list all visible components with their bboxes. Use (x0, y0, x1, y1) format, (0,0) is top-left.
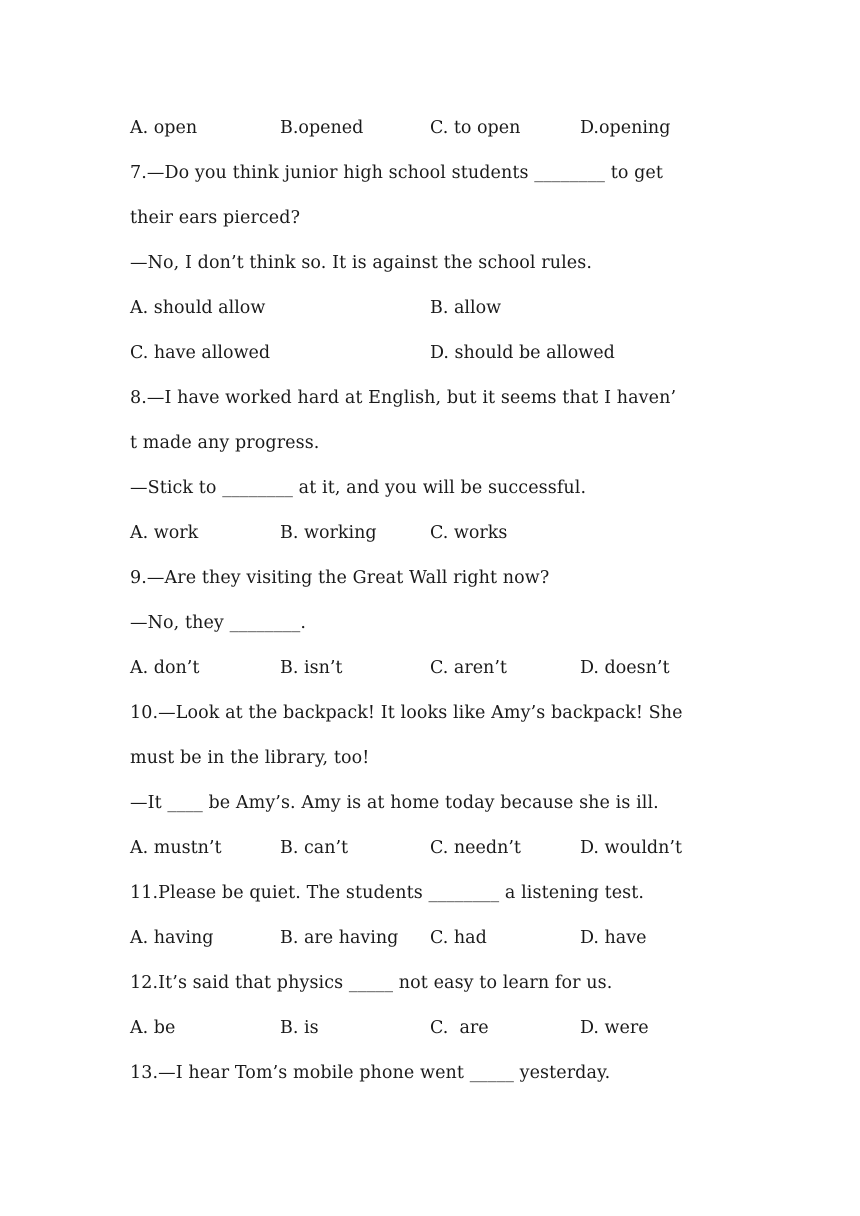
q7-stem-line1: 7.—Do you think junior high school students ________ to get (130, 163, 664, 183)
q9-stem: 9.—Are they visiting the Great Wall right now? (130, 568, 550, 588)
q11-option-c: C. had (430, 928, 487, 948)
q9-response: —No, they ________. (130, 613, 307, 633)
q11-stem: 11.Please be quiet. The students ________ a listening test. (130, 883, 645, 903)
q6-option-b: B.opened (280, 118, 364, 138)
q11-option-b: B. are having (280, 928, 399, 948)
q12-stem: 12.It’s said that physics _____ not easy to learn for us. (130, 973, 613, 993)
q12-option-c: C. are (430, 1018, 489, 1038)
q9-option-b: B. isn’t (280, 658, 343, 678)
q6-option-d: D.opening (580, 118, 671, 138)
q12-option-b: B. is (280, 1018, 319, 1038)
q10-stem-line2: must be in the library, too! (130, 748, 370, 768)
q10-response: —It ____ be Amy’s. Amy is at home today because she is ill. (130, 793, 659, 813)
q8-option-b: B. working (280, 523, 377, 543)
q7-response: —No, I don’t think so. It is against the school rules. (130, 253, 592, 273)
q11-option-d: D. have (580, 928, 647, 948)
q8-response: —Stick to ________ at it, and you will be successful. (130, 478, 587, 498)
q8-option-a: A. work (130, 523, 199, 543)
q10-option-b: B. can’t (280, 838, 349, 858)
q12-option-d: D. were (580, 1018, 649, 1038)
q8-stem-line1: 8.—I have worked hard at English, but it seems that I haven’ (130, 388, 677, 408)
q9-option-a: A. don’t (130, 658, 200, 678)
q8-stem-line2: t made any progress. (130, 433, 320, 453)
q9-option-d: D. doesn’t (580, 658, 670, 678)
q13-stem: 13.—I hear Tom’s mobile phone went _____ yesterday. (130, 1063, 611, 1083)
q8-option-c: C. works (430, 523, 508, 543)
q10-option-c: C. needn’t (430, 838, 521, 858)
q7-option-c: C. have allowed (130, 343, 271, 363)
q7-option-b: B. allow (430, 298, 502, 318)
q10-stem-line1: 10.—Look at the backpack! It looks like Amy’s backpack! She (130, 703, 683, 723)
q10-option-d: D. wouldn’t (580, 838, 682, 858)
q11-option-a: A. having (130, 928, 214, 948)
q7-stem-line2: their ears pierced? (130, 208, 301, 228)
q6-option-a: A. open (130, 118, 198, 138)
q6-option-c: C. to open (430, 118, 521, 138)
q12-option-a: A. be (130, 1018, 176, 1038)
q10-option-a: A. mustn’t (130, 838, 222, 858)
q7-option-a: A. should allow (130, 298, 266, 318)
q9-option-c: C. aren’t (430, 658, 507, 678)
q7-option-d: D. should be allowed (430, 343, 615, 363)
